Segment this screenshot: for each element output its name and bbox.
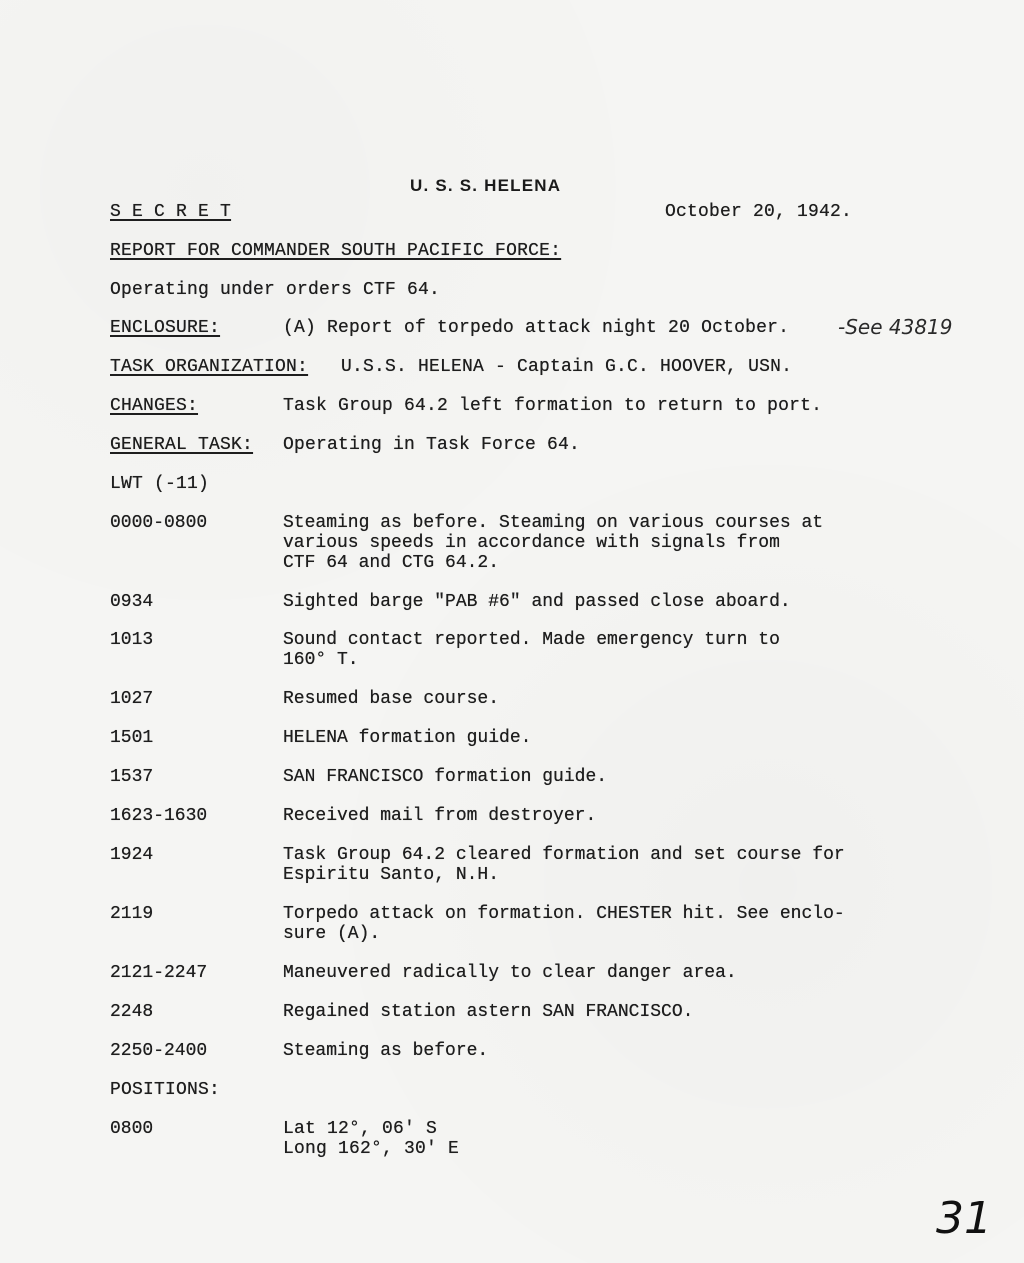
- classification-label: S E C R E T: [110, 202, 232, 222]
- page-number: 31: [936, 1193, 992, 1244]
- log-time: 1924: [110, 845, 154, 865]
- operating-orders: Operating under orders CTF 64.: [110, 280, 441, 300]
- enclosure-label: ENCLOSURE:: [110, 318, 221, 338]
- report-date: October 20, 1942.: [665, 202, 853, 222]
- log-time: 2121-2247: [110, 963, 208, 983]
- log-entry: Task Group 64.2 cleared formation and set course for Espiritu Santo, N.H.: [283, 845, 845, 885]
- ship-title: U. S. S. HELENA: [410, 176, 562, 195]
- enclosure-value: (A) Report of torpedo attack night 20 October.: [283, 318, 790, 338]
- log-entry: Received mail from destroyer.: [283, 806, 597, 826]
- log-time: 2248: [110, 1002, 154, 1022]
- log-time: 1501: [110, 728, 154, 748]
- log-entry: Regained station astern SAN FRANCISCO.: [283, 1002, 694, 1022]
- changes-label: CHANGES:: [110, 396, 199, 416]
- log-time: 0934: [110, 592, 154, 612]
- log-entry: Resumed base course.: [283, 689, 500, 709]
- log-entry: Sighted barge "PAB #6" and passed close aboard.: [283, 592, 791, 612]
- log-entry: Steaming as before. Steaming on various courses at various speeds in accordance with signals from CTF 64 and CTG 64.2.: [283, 513, 824, 573]
- log-entry: Steaming as before.: [283, 1041, 489, 1061]
- log-time: 0000-0800: [110, 513, 208, 533]
- task-organization-label: TASK ORGANIZATION:: [110, 357, 309, 377]
- log-time: 1027: [110, 689, 154, 709]
- general-task-value: Operating in Task Force 64.: [283, 435, 581, 455]
- positions-label: POSITIONS:: [110, 1080, 221, 1100]
- log-entry: Maneuvered radically to clear danger area.: [283, 963, 737, 983]
- position-latitude: Lat 12°, 06' S: [283, 1119, 438, 1139]
- log-time: 2250-2400: [110, 1041, 208, 1061]
- log-time: 1537: [110, 767, 154, 787]
- log-entry: SAN FRANCISCO formation guide.: [283, 767, 608, 787]
- general-task-label: GENERAL TASK:: [110, 435, 254, 455]
- enclosure-handwritten-note: -See 43819: [838, 315, 953, 339]
- changes-value: Task Group 64.2 left formation to return to port.: [283, 396, 823, 416]
- time-zone-label: LWT (-11): [110, 474, 210, 494]
- log-entry: Torpedo attack on formation. CHESTER hit. See enclo- sure (A).: [283, 904, 845, 944]
- position-time: 0800: [110, 1119, 154, 1139]
- report-title: REPORT FOR COMMANDER SOUTH PACIFIC FORCE:: [110, 241, 562, 261]
- log-time: 2119: [110, 904, 154, 924]
- position-longitude: Long 162°, 30' E: [283, 1139, 460, 1159]
- log-time: 1623-1630: [110, 806, 208, 826]
- log-entry: HELENA formation guide.: [283, 728, 532, 748]
- log-time: 1013: [110, 630, 154, 650]
- log-entry: Sound contact reported. Made emergency turn to 160° T.: [283, 630, 780, 670]
- task-organization-value: U.S.S. HELENA - Captain G.C. HOOVER, USN.: [341, 357, 793, 377]
